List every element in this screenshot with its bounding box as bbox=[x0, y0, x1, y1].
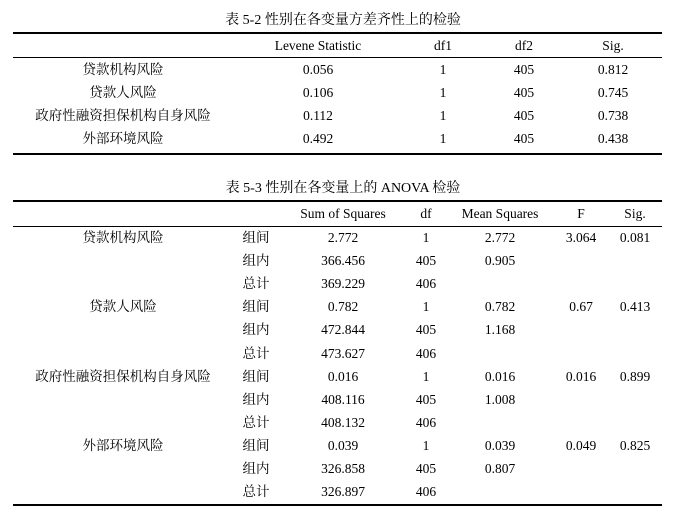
table2-ss-cell: 473.627 bbox=[321, 346, 365, 361]
table1-cell: 1 bbox=[439, 131, 447, 146]
table2-ms-cell: 0.016 bbox=[484, 369, 516, 384]
table2-ms-cell: 0.905 bbox=[484, 253, 516, 268]
table1-caption: 表 5-2 性别在各变量方差齐性上的检验 bbox=[225, 13, 461, 28]
table1-cell: 0.106 bbox=[302, 85, 334, 100]
table1-cell: 405 bbox=[513, 62, 535, 77]
table2-f-cell: 0.049 bbox=[565, 438, 597, 453]
table2-ms-cell: 1.168 bbox=[484, 322, 516, 337]
table2-df-cell: 1 bbox=[422, 438, 430, 453]
table1-row-label: 贷款人风险 bbox=[89, 85, 157, 100]
table2-df-cell: 405 bbox=[415, 461, 437, 476]
table2-header-cell: Sum of Squares bbox=[300, 206, 386, 221]
table2-ss-cell: 326.897 bbox=[321, 484, 365, 499]
table2-type-cell: 组内 bbox=[242, 392, 270, 407]
table2-header-rule bbox=[13, 226, 662, 227]
table1-cell: 0.745 bbox=[597, 85, 629, 100]
table2-df-cell: 406 bbox=[415, 276, 437, 291]
table1-cell: 405 bbox=[513, 131, 535, 146]
table2-ss-cell: 0.039 bbox=[327, 438, 359, 453]
table2-ss-cell: 472.844 bbox=[321, 322, 365, 337]
table2-df-cell: 405 bbox=[415, 253, 437, 268]
table2-type-cell: 组间 bbox=[242, 369, 270, 384]
table2-sig-cell: 0.899 bbox=[619, 369, 651, 384]
table2-group-label: 政府性融资担保机构自身风险 bbox=[35, 369, 211, 384]
table2-type-cell: 总计 bbox=[242, 415, 270, 430]
table2-type-cell: 组内 bbox=[242, 461, 270, 476]
table1-header-cell: df2 bbox=[515, 38, 533, 53]
table2-header-cell: Sig. bbox=[624, 206, 646, 221]
table2-ms-cell: 2.772 bbox=[484, 230, 516, 245]
table1-cell: 0.492 bbox=[302, 131, 334, 146]
table2-group-label: 贷款机构风险 bbox=[82, 230, 164, 245]
table1-header-cell: Levene Statistic bbox=[274, 38, 362, 53]
table2-type-cell: 组内 bbox=[242, 253, 270, 268]
table1-cell: 0.056 bbox=[302, 62, 334, 77]
table2-type-cell: 组间 bbox=[242, 299, 270, 314]
table2-f-cell: 3.064 bbox=[565, 230, 597, 245]
table2-type-cell: 组内 bbox=[242, 322, 270, 337]
table1-cell: 0.438 bbox=[597, 131, 629, 146]
table1-header-cell: Sig. bbox=[602, 38, 624, 53]
table2-header-cell: F bbox=[577, 206, 585, 221]
table2-type-cell: 总计 bbox=[242, 484, 270, 499]
table2-f-cell: 0.67 bbox=[569, 299, 593, 314]
table2-df-cell: 405 bbox=[415, 392, 437, 407]
table2-ss-cell: 408.116 bbox=[321, 392, 365, 407]
table2-ss-cell: 0.782 bbox=[327, 299, 359, 314]
table2-group-label: 贷款人风险 bbox=[89, 299, 157, 314]
table1-header-cell: df1 bbox=[434, 38, 452, 53]
table2-sig-cell: 0.825 bbox=[619, 438, 651, 453]
table2-df-cell: 1 bbox=[422, 230, 430, 245]
table2-type-cell: 总计 bbox=[242, 276, 270, 291]
table2-ms-cell: 0.807 bbox=[484, 461, 516, 476]
table2-type-cell: 组间 bbox=[242, 438, 270, 453]
table2-df-cell: 406 bbox=[415, 484, 437, 499]
table1-cell: 405 bbox=[513, 108, 535, 123]
table1-header-rule bbox=[13, 57, 662, 58]
table2-type-cell: 总计 bbox=[242, 346, 270, 361]
table1-row-label: 政府性融资担保机构自身风险 bbox=[35, 108, 211, 123]
table2-ms-cell: 0.039 bbox=[484, 438, 516, 453]
table2-df-cell: 406 bbox=[415, 415, 437, 430]
table2-df-cell: 406 bbox=[415, 346, 437, 361]
table2-bottom-rule bbox=[13, 504, 662, 506]
table2-top-rule bbox=[13, 200, 662, 202]
table2-f-cell: 0.016 bbox=[565, 369, 597, 384]
table1-cell: 405 bbox=[513, 85, 535, 100]
table2-sig-cell: 0.081 bbox=[619, 230, 651, 245]
table2-ms-cell: 0.782 bbox=[484, 299, 516, 314]
table2-ss-cell: 369.229 bbox=[321, 276, 365, 291]
table2-df-cell: 405 bbox=[415, 322, 437, 337]
table2-ss-cell: 366.456 bbox=[321, 253, 365, 268]
table2-header-cell: df bbox=[420, 206, 432, 221]
table1-cell: 1 bbox=[439, 85, 447, 100]
table2-ms-cell: 1.008 bbox=[484, 392, 516, 407]
table2-ss-cell: 326.858 bbox=[321, 461, 365, 476]
table1-cell: 0.812 bbox=[597, 62, 629, 77]
table2-group-label: 外部环境风险 bbox=[82, 438, 164, 453]
table2-df-cell: 1 bbox=[422, 369, 430, 384]
table1-cell: 0.738 bbox=[597, 108, 629, 123]
table2-type-cell: 组间 bbox=[242, 230, 270, 245]
table1-row-label: 外部环境风险 bbox=[82, 131, 164, 146]
table1-cell: 1 bbox=[439, 108, 447, 123]
table2-df-cell: 1 bbox=[422, 299, 430, 314]
table2-caption: 表 5-3 性别在各变量上的 ANOVA 检验 bbox=[225, 181, 461, 196]
table1-top-rule bbox=[13, 32, 662, 34]
table2-sig-cell: 0.413 bbox=[619, 299, 651, 314]
table1-cell: 1 bbox=[439, 62, 447, 77]
table1-row-label: 贷款机构风险 bbox=[82, 62, 164, 77]
table2-header-cell: Mean Squares bbox=[461, 206, 539, 221]
table1-bottom-rule bbox=[13, 153, 662, 155]
table2-ss-cell: 2.772 bbox=[327, 230, 359, 245]
table2-ss-cell: 408.132 bbox=[321, 415, 365, 430]
table1-cell: 0.112 bbox=[303, 108, 333, 123]
table2-ss-cell: 0.016 bbox=[327, 369, 359, 384]
